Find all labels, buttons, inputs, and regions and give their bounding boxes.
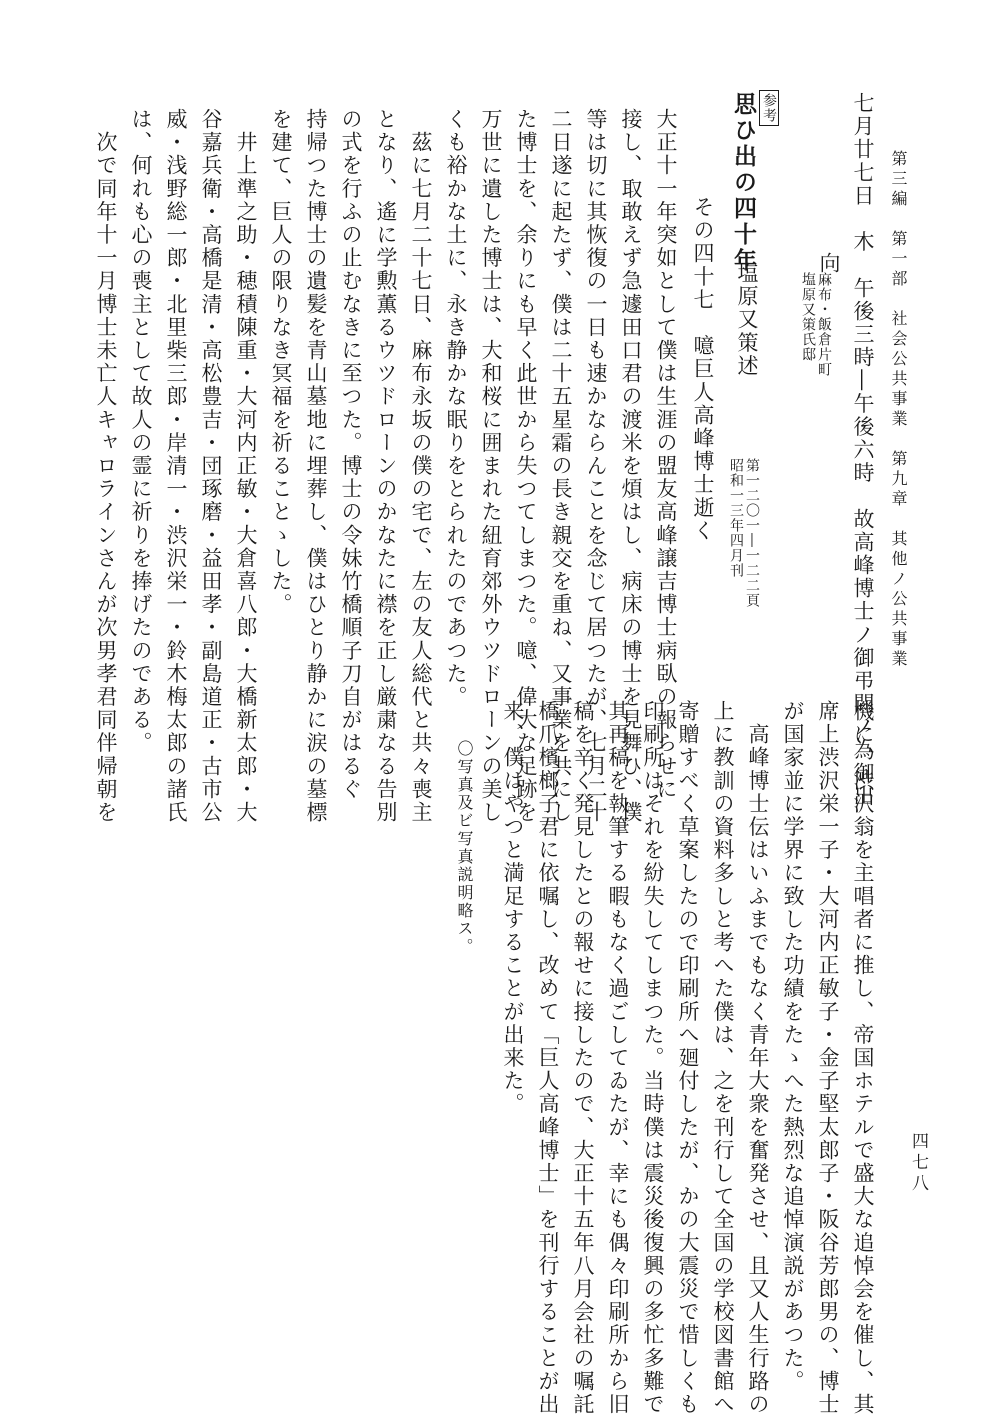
body-bottom-line: 来、僕はやつと満足することが出来た。 <box>501 700 525 1116</box>
photo-note: 〇写真及ビ写真説明略ス。 <box>455 722 474 956</box>
body-top-line: の式を行ふの止むなきに至つた。博士の令妹竹橋順子刀自がはるぐ <box>339 108 363 801</box>
chapter-heading: その四十七 噫巨人高峰博士逝く <box>691 196 715 543</box>
body-top-line: 持帰つた博士の遺髪を青山墓地に埋葬し、僕はひとり静かに涙の墓標 <box>304 108 328 825</box>
body-top-line: 等は切に其恢復の一日も速かならんことを念じて居つたが、七月二十 <box>584 108 608 825</box>
page-number: 四七八 <box>908 1132 928 1195</box>
reference-pages: 第一二〇一―一二二頁 <box>744 458 760 608</box>
body-bottom-line: 橋爪檳榔子君に依嘱し、改めて「巨人高峰博士」を刊行することが出 <box>536 700 560 1416</box>
place-note-1: 麻布・飯倉片町 <box>816 272 832 377</box>
body-top-line: くも裕かな土に、永き静かな眠りをとられたのであつた。 <box>444 108 468 709</box>
body-bottom-line: 上に教訓の資料多しと考へた僕は、之を刊行して全国の学校図書館へ <box>711 700 735 1416</box>
reference-published: 昭和一三年四月刊 <box>728 458 744 578</box>
body-top-line: 威・浅野総一郎・北里柴三郎・岸清一・渋沢栄一・鈴木梅太郎の諸氏 <box>164 108 188 825</box>
body-top-line: 二日遂に起たず、僕は二十五星霜の長き親交を重ね、又事業を共にし <box>549 108 573 825</box>
date-line: 七月廿七日 木 午後三時―午後六時 故高峰博士ノ御弔問ノ為御出 <box>851 92 875 809</box>
reference-author: 塩原又策述 <box>735 262 759 378</box>
body-top-line: は、何れも心の喪主として故人の霊に祈りを捧げたのである。 <box>129 108 153 755</box>
body-top-line: 万世に遺した博士は、大和桜に囲まれた紐育郊外ウツドローンの美し <box>479 108 503 825</box>
body-bottom-line: 寄贈すべく草案したので印刷所へ廻付したが、かの大震災で惜しくも <box>676 700 700 1416</box>
reference-label-text: 参考 <box>759 90 779 126</box>
body-top-line: 茲に七月二十七日、麻布永坂の僕の宅で、左の友人総代と共々喪主 <box>409 108 433 825</box>
body-top-line: 谷嘉兵衛・高橋是清・高松豊吉・団琢磨・益田孝・副島道正・古市公 <box>199 108 223 825</box>
place-note <box>800 272 832 377</box>
body-top-line: 次で同年十一月博士未亡人キャロラインさんが次男孝君同伴帰朝を <box>94 108 118 825</box>
place-note-2: 塩原又策氏邸 <box>800 272 816 362</box>
running-head: 第三編 第一部 社会公共事業 第九章 其他ノ公共事業 <box>889 150 908 670</box>
body-top-line: を建て、巨人の限りなき冥福を祈ることゝした。 <box>269 108 293 617</box>
body-bottom-line: 稿を辛く発見したとの報せに接したので、大正十五年八月会社の嘱託 <box>571 700 595 1416</box>
body-bottom-line: 其再稿を執筆する暇もなく過ごしてゐたが、幸にも偶々印刷所から旧 <box>606 700 630 1416</box>
body-bottom-line: が国家並に学界に致した功績をたゝへた熱烈な追悼演説があつた。 <box>781 700 805 1393</box>
body-top-line: た博士を、余りにも早く此世から失つてしまつた。噫、偉大な足跡を <box>514 108 538 825</box>
destination-line: 向 <box>817 252 841 276</box>
body-bottom-line: 高峰博士伝はいふまでもなく青年大衆を奮発させ、且又人生行路の <box>746 700 770 1416</box>
body-top-line: となり、遙に学勲薫るウツドローンのかなたに襟を正し厳粛なる告別 <box>374 108 398 825</box>
body-top-line: 大正十一年突如として僕は生涯の盟友高峰譲吉博士病臥の報らせに <box>654 108 678 801</box>
reference-meta <box>728 458 760 608</box>
body-top-line: 井上準之助・穂積陳重・大河内正敏・大倉喜八郎・大橋新太郎・大 <box>234 108 258 825</box>
reference-title: 思ひ出の四十年 <box>730 92 757 274</box>
body-top-line: 接し、取敢えず急遽田口君の渡米を煩はし、病床の博士を見舞ひ、僕 <box>619 108 643 825</box>
reference-label <box>762 90 776 126</box>
body-bottom-line: 印刷所はそれを紛失してしまつた。当時僕は震災後復興の多忙多難で <box>641 700 665 1416</box>
body-bottom-line: 機に、渋沢翁を主唱者に推し、帝国ホテルで盛大な追悼会を催し、其 <box>851 700 875 1416</box>
body-bottom-line: 席上渋沢栄一子・大河内正敏子・金子堅太郎子・阪谷芳郎男の、博士 <box>816 700 840 1416</box>
